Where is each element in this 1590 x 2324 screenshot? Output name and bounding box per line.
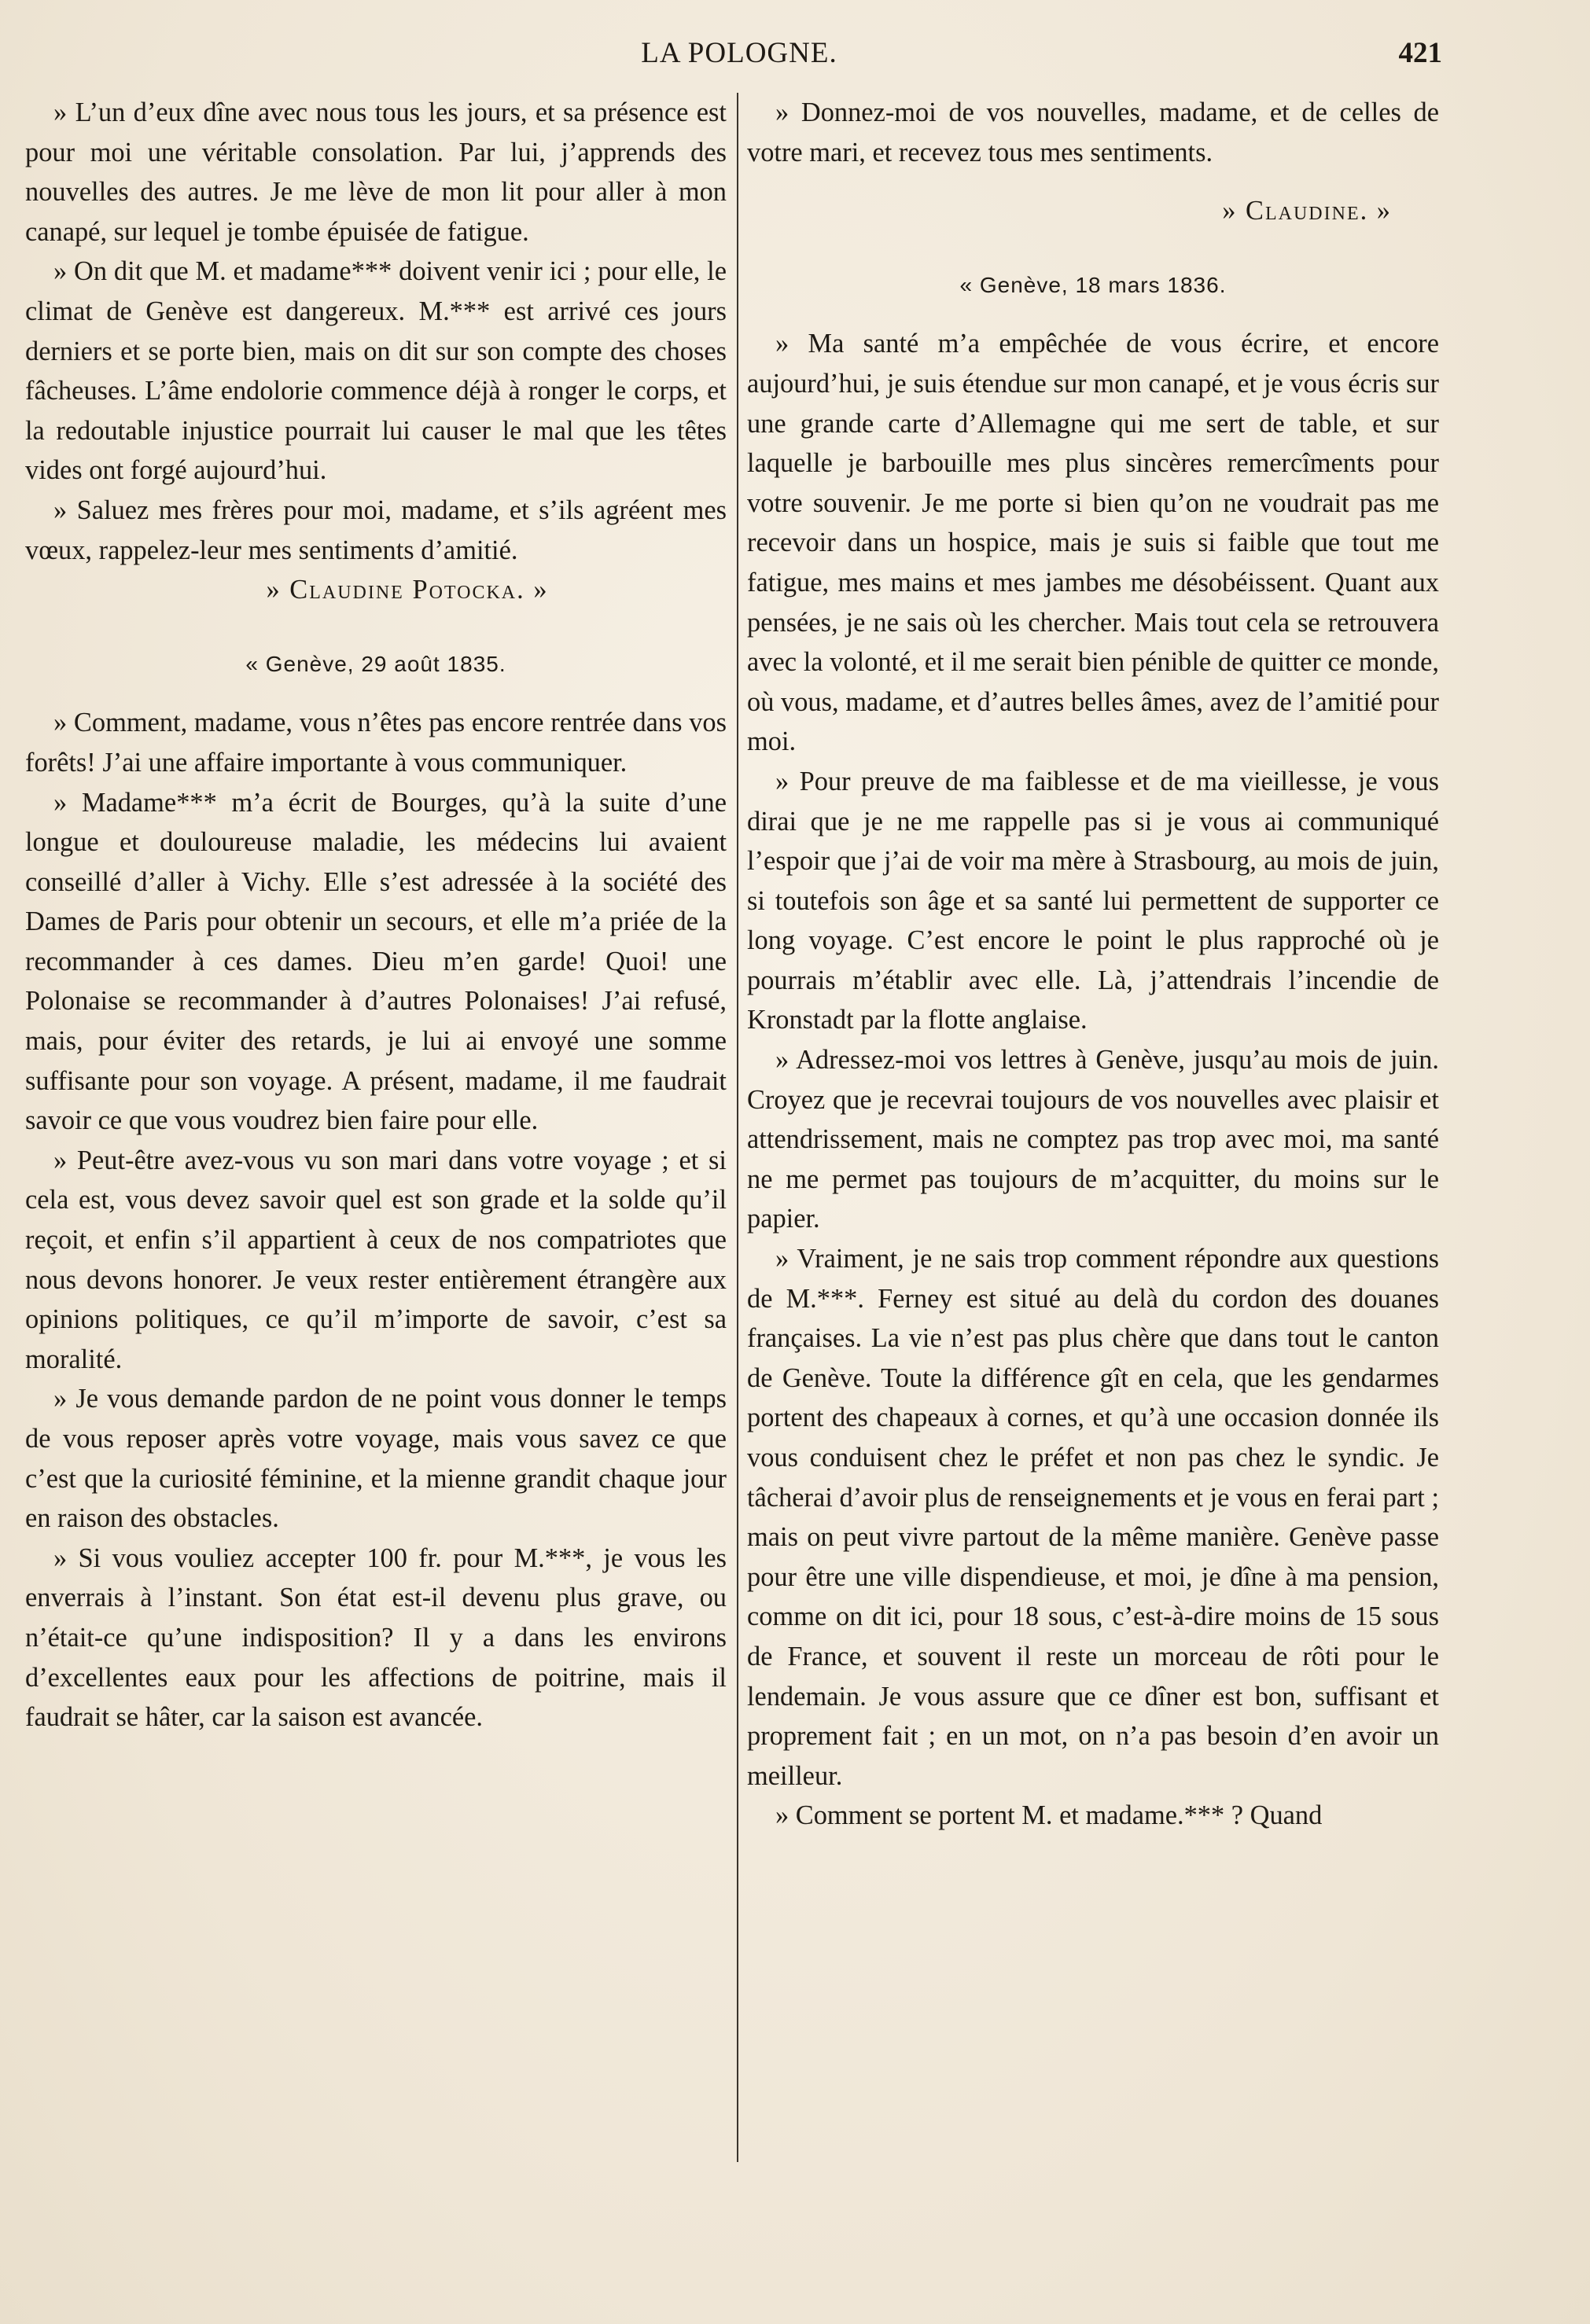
paragraph: » Adressez-moi vos lettres à Genève, jusqu’au mois de juin. Croyez que je recevrai toujours de vos nouvelles avec plaisir et attendrissement, mais ne comptez pas trop avec moi, ma santé ne me permet pas toujours de m’acquitter, du moins sur le papier. (747, 1045, 1439, 1234)
letter-dateline: « Genève, 29 août 1835. (245, 651, 506, 676)
letter-signature: » Claudine. » (1222, 196, 1392, 226)
paragraph: » Comment se portent M. et madame.*** ? Quand (775, 1800, 1323, 1831)
paragraph: » Donnez-moi de vos nouvelles, madame, et de celles de votre mari, et recevez tous mes sentiments. (747, 97, 1439, 167)
paragraph: » Je vous demande pardon de ne point vous donner le temps de vous reposer après votre voyage, mais vous savez ce que c’est que la curiosité féminine, et la mienne grandit chaque jour en raison des obstacles. (25, 1384, 727, 1534)
paragraph: » Vraiment, je ne sais trop comment répondre aux questions de M.***. Ferney est situé au delà du cordon des douanes françaises. La vie n’est pas plus chère que dans tout le canton de Genève. Toute la différence gît en cela, que les gendarmes portent des chapeaux à cornes, et qu’à une occasion donnée ils vous conduisent chez le préfet et non pas chez le syndic. Je tâcherai d’avoir plus de renseignements et je vous en ferai part ; mais on peut vivre partout de la même manière. Genève passe pour être une ville dispendieuse, et moi, je dîne à ma pension, comme on dit ici, pour 18 sous, c’est-à-dire moins de 15 sous de France, et souvent il reste un morceau de rôti pour le lendemain. Je vous assure que ce dîner est bon, suffisant et proprement fait ; en un mot, on n’a pas besoin d’en avoir un meilleur. (747, 1244, 1439, 1791)
page-header (0, 36, 1590, 75)
paragraph: » Ma santé m’a empêchée de vous écrire, et encore aujourd’hui, je suis étendue sur mon canapé, et je vous écris sur une grande carte d’Allemagne qui me sert de table, et sur laquelle je barbouille mes plus sincères remercîments pour votre souvenir. Je me porte si bien qu’on ne voudrait pas me recevoir dans un hospice, mais je suis si faible que tout me fatigue, mes mains et mes jambes me désobéissent. Quant aux pensées, je ne sais où les chercher. Mais tout cela se retrouvera avec la volonté, et il me serait bien pénible de quitter ce monde, où vous, madame, et d’autres belles âmes, avez de l’amitié pour moi. (747, 329, 1439, 757)
paragraph: » Saluez mes frères pour moi, madame, et s’ils agréent mes vœux, rappelez-leur mes sentiments d’amitié. (25, 495, 727, 565)
right-column (747, 93, 1439, 1836)
spacer (747, 305, 1439, 324)
paragraph: » Si vous vouliez accepter 100 fr. pour M.***, je vous les enverrais à l’instant. Son état est-il devenu plus grave, ou n’était-ce qu’une indisposition? Il y a dans les environs d’excellentes eaux pour les affections de poitrine, mais il faudrait se hâter, car la saison est avancée. (25, 1543, 727, 1733)
paragraph: » Peut-être avez-vous vu son mari dans votre voyage ; et si cela est, vous devez savoir quel est son grade et la solde qu’il reçoit, et enfin s’il appartient à ceux de nos compatriotes que nous devons honorer. Je veux rester entièrement étrangère aux opinions politiques, ce qu’il m’importe de savoir, c’est sa moralité. (25, 1145, 727, 1374)
column-divider (737, 93, 738, 2162)
running-title: LA POLOGNE. (641, 37, 837, 69)
paragraph: » Pour preuve de ma faiblesse et de ma vieillesse, je vous dirai que je ne me rappelle pas si je vous ai communiqué l’espoir que j’ai de voir ma mère à Strasbourg, au mois de juin, si toutefois son âge et sa santé lui permettent de supporter ce long voyage. C’est encore le point le plus rapproché où je pourrais m’établir avec elle. Là, j’attendrais l’incendie de Kronstadt par la flotte anglaise. (747, 766, 1439, 1035)
spacer (747, 231, 1439, 266)
paragraph: » On dit que M. et madame*** doivent venir ici ; pour elle, le climat de Genève est dangereux. M.*** est arrivé ces jours derniers et se porte bien, mais on dit sur son compte des choses fâcheuses. L’âme endolorie commence déjà à ronger le corps, et la redoutable injustice pourrait lui causer le mal que les têtes vides ont forgé aujourd’hui. (25, 256, 727, 486)
spacer (25, 684, 727, 703)
left-column (25, 93, 727, 1737)
page-number: 421 (1398, 37, 1442, 69)
letter-dateline: « Genève, 18 mars 1836. (959, 272, 1227, 297)
spacer (747, 172, 1439, 191)
spacer (25, 610, 727, 645)
paragraph: » L’un d’eux dîne avec nous tous les jours, et sa présence est pour moi une véritable consolation. Par lui, j’apprends des nouvelles des autres. Je me lève de mon lit pour aller à mon canapé, sur lequel je tombe épuisée de fatigue. (25, 97, 727, 247)
paragraph: » Comment, madame, vous n’êtes pas encore rentrée dans vos forêts! J’ai une affaire importante à vous communiquer. (25, 708, 727, 778)
paragraph: » Madame*** m’a écrit de Bourges, qu’à la suite d’une longue et douloureuse maladie, les médecins lui avaient conseillé d’aller à Vichy. Elle s’est adressée à la société des Dames de Paris pour obtenir un secours, et elle m’a priée de la recommander à ces dames. Dieu m’en garde! Quoi! une Polonaise se recommander à d’autres Polonaises! J’ai refusé, mais, pour éviter des retards, je lui ai envoyé une somme suffisante pour son voyage. A présent, madame, il me faudrait savoir ce que vous voudrez bien faire pour elle. (25, 787, 727, 1136)
letter-signature: » Claudine Potocka. » (266, 575, 549, 605)
